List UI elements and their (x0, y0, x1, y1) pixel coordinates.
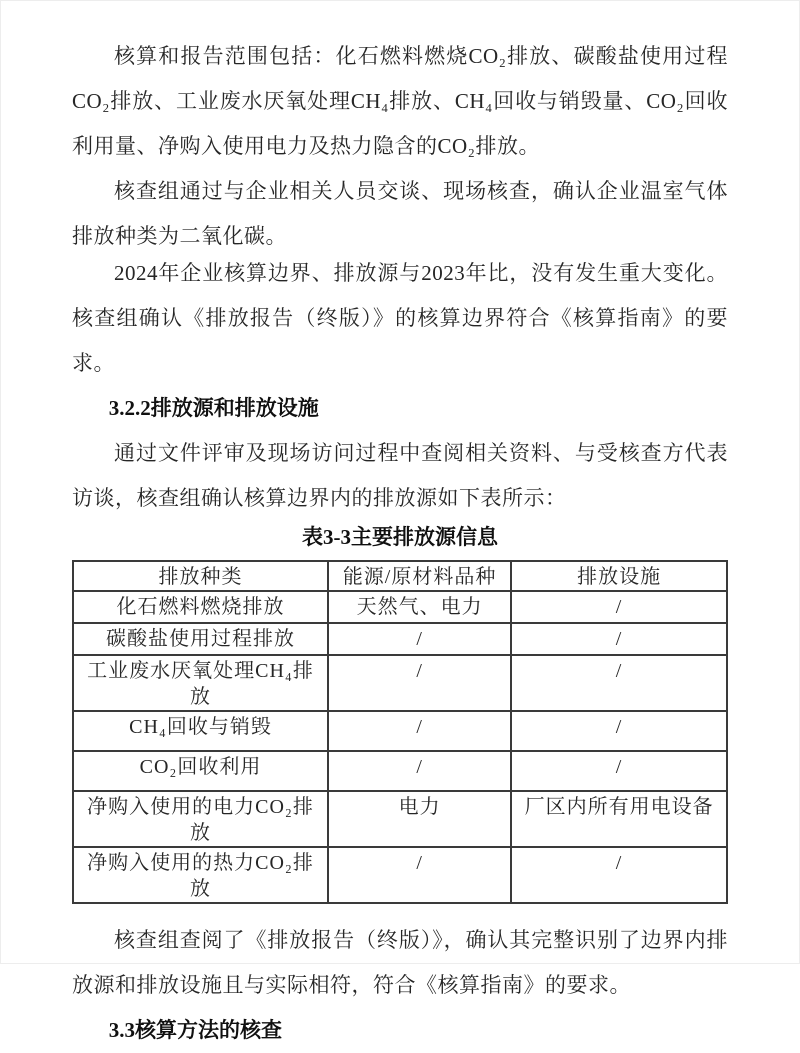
table-cell: / (511, 591, 727, 623)
table-cell: / (328, 847, 511, 903)
section-heading-3-3: 3.3核算方法的核查 (108, 1018, 282, 1042)
table-cell: / (511, 847, 727, 903)
emission-table-body (73, 591, 727, 903)
table-row (73, 623, 727, 655)
table-row (73, 655, 727, 711)
paragraph-boundary-change: 2024年企业核算边界、排放源与2023年比，没有发生重大变化。核查组确认《排放报告（终版）》的核算边界符合《核算指南》的要求。 (72, 261, 728, 375)
table-header-cell-emission-facility: 排放设施 (511, 561, 727, 591)
table-row (73, 751, 727, 791)
table-cell: 电力 (328, 791, 511, 847)
table-header-cell-energy-material: 能源/原材料品种 (328, 561, 511, 591)
table-cell: 碳酸盐使用过程排放 (73, 623, 328, 655)
paragraph-emission-sources-intro: 通过文件评审及现场访问过程中查阅相关资料、与受核查方代表访谈，核查组确认核算边界内的排放源如下表所示： (72, 441, 728, 510)
table-row (73, 711, 727, 751)
table-caption: 表3-3主要排放源信息 (302, 525, 498, 549)
table-header-row (73, 561, 727, 591)
paragraph-ghg-type-confirmation: 核查组通过与企业相关人员交谈、现场核查，确认企业温室气体排放种类为二氧化碳。 (72, 179, 728, 248)
emission-table-header (73, 561, 727, 591)
table-cell: / (511, 751, 727, 791)
table-cell: CH₄回收与销毁 (73, 711, 328, 751)
table-row (73, 591, 727, 623)
table-cell: / (328, 623, 511, 655)
table-cell: 净购入使用的热力CO₂排放 (73, 847, 328, 903)
paragraph-accounting-scope: 核算和报告范围包括：化石燃料燃烧CO₂排放、碳酸盐使用过程CO₂排放、工业废水厌氧处理CH₄排放、CH₄回收与销毁量、CO₂回收利用量、净购入使用电力及热力隐含的CO₂排放。 (72, 44, 728, 158)
table-cell: 天然气、电力 (328, 591, 511, 623)
table-row (73, 847, 727, 903)
table-cell: / (511, 655, 727, 711)
table-cell: 化石燃料燃烧排放 (73, 591, 328, 623)
table-cell: / (511, 711, 727, 751)
table-row (73, 791, 727, 847)
table-header-cell-emission-type: 排放种类 (73, 561, 328, 591)
table-cell: / (511, 623, 727, 655)
table-cell: 工业废水厌氧处理CH₄排放 (73, 655, 328, 711)
section-heading-3-2-2: 3.2.2排放源和排放设施 (108, 396, 319, 420)
paragraph-table-review: 核查组查阅了《排放报告（终版）》，确认其完整识别了边界内排放源和排放设施且与实际相符，符合《核算指南》的要求。 (72, 928, 728, 997)
table-cell: / (328, 655, 511, 711)
table-cell: 净购入使用的电力CO₂排放 (73, 791, 328, 847)
table-cell: / (328, 711, 511, 751)
table-cell: 厂区内所有用电设备 (511, 791, 727, 847)
table-cell: / (328, 751, 511, 791)
table-cell: CO₂回收利用 (73, 751, 328, 791)
emission-source-table (72, 560, 728, 904)
